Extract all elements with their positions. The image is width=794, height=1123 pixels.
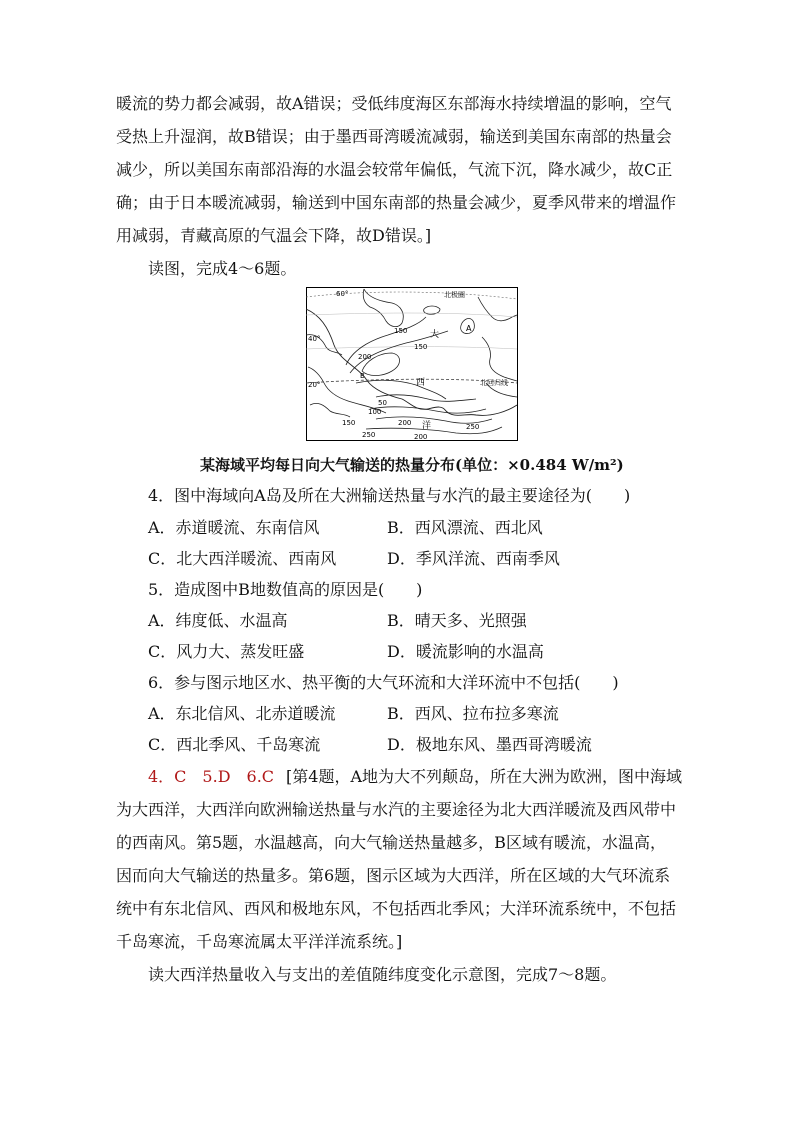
- instruction-4-6: 读图，完成4～6题。: [148, 259, 297, 278]
- heat-flux-map: [306, 287, 518, 441]
- answer-text-1: [第4题，A地为大不列颠岛，所在大洲为欧洲，图中海域: [286, 767, 683, 786]
- map-caption: 某海域平均每日向大气输送的热量分布(单位：×0.484 W/m²): [200, 456, 624, 474]
- lat-20-label: 20°: [308, 381, 321, 389]
- answer-line-6: 千岛寒流，千岛寒流属太平洋洋流系统。]: [116, 932, 403, 951]
- prev-answer-line-5: 用减弱，青藏高原的气温会下降，故D错误。]: [116, 226, 432, 245]
- question-5-stem: 5．造成图中B地数值高的原因是( ): [148, 580, 423, 599]
- isoline-label-150-a: 150: [394, 327, 408, 335]
- q5-option-d[interactable]: D．暖流影响的水温高: [387, 642, 544, 661]
- q6-option-a[interactable]: A．东北信风、北赤道暖流: [148, 704, 336, 723]
- q5-option-b[interactable]: B．晴天多、光照强: [387, 611, 527, 630]
- isoline-label-150-c: 150: [342, 419, 356, 427]
- answer-line-1: [148, 767, 682, 787]
- question-6-stem: 6．参与图示地区水、热平衡的大气环流和大洋环流中不包括( ): [148, 673, 619, 692]
- q6-option-b[interactable]: B．西风、拉布拉多寒流: [387, 704, 559, 723]
- isoline-label-100: 100: [368, 408, 382, 416]
- isoline-label-250-a: 250: [362, 431, 376, 439]
- isoline-label-50: 50: [378, 399, 387, 407]
- point-b-label: B: [360, 372, 365, 380]
- q6-option-d[interactable]: D．极地东风、墨西哥湾暖流: [387, 735, 592, 754]
- question-4-stem: 4．图中海域向A岛及所在大洲输送热量与水汽的最主要途径为( ): [148, 486, 631, 505]
- isoline-label-250-b: 250: [466, 423, 480, 431]
- ocean-label-da: 大: [430, 330, 440, 340]
- q4-option-a[interactable]: A．赤道暖流、东南信风: [148, 518, 320, 537]
- q5-option-a[interactable]: A．纬度低、水温高: [148, 611, 288, 630]
- ocean-label-xi: 西: [416, 378, 426, 388]
- isoline-label-200-c: 200: [414, 433, 428, 441]
- answer-line-4: 因而向大气输送的热量多。第6题，图示区域为大西洋，所在区域的大气环流系: [116, 866, 671, 885]
- answer-line-3: 的西南风。第5题，水温越高，向大气输送热量越多，B区域有暖流，水温高，: [116, 833, 666, 852]
- isoline-label-200-b: 200: [398, 419, 412, 427]
- isoline-label-150-b: 150: [414, 343, 428, 351]
- lat-60-label: 60°: [336, 290, 349, 298]
- prev-answer-line-2: 受热上升湿润，故B错误；由于墨西哥湾暖流减弱，输送到美国东南部的热量会: [116, 127, 672, 146]
- q4-option-d[interactable]: D．季风洋流、西南季风: [387, 549, 560, 568]
- prev-answer-line-3: 减少，所以美国东南部沿海的水温会较常年偏低，气流下沉，降水减少，故C正: [116, 160, 673, 179]
- arctic-circle-label: 北极圈: [444, 291, 465, 299]
- lat-40-label: 40°: [308, 335, 321, 343]
- q4-option-c[interactable]: C．北大西洋暖流、西南风: [148, 549, 337, 568]
- isoline-label-200-a: 200: [358, 353, 372, 361]
- answer-line-2: 为大西洋，大西洋向欧洲输送热量与水汽的主要途径为北大西洋暖流及西风带中: [116, 800, 677, 819]
- ocean-label-yang: 洋: [422, 421, 432, 431]
- prev-answer-line-1: 暖流的势力都会减弱，故A错误；受低纬度海区东部海水持续增温的影响，空气: [116, 94, 672, 113]
- q5-option-c[interactable]: C．风力大、蒸发旺盛: [148, 642, 305, 661]
- answer-keys: 4．C 5.D 6.C: [148, 767, 275, 786]
- answer-line-5: 统中有东北信风、西风和极地东风，不包括西北季风；大洋环流系统中，不包括: [116, 899, 677, 918]
- point-a-label: A: [466, 324, 472, 333]
- prev-answer-line-4: 确；由于日本暖流减弱，输送到中国东南部的热量会减少，夏季风带来的增温作: [116, 193, 677, 212]
- instruction-7-8: 读大西洋热量收入与支出的差值随纬度变化示意图，完成7～8题。: [148, 965, 617, 984]
- q6-option-c[interactable]: C．西北季风、千岛寒流: [148, 735, 321, 754]
- tropic-label: 北回归线: [480, 379, 508, 387]
- q4-option-b[interactable]: B．西风漂流、西北风: [387, 518, 543, 537]
